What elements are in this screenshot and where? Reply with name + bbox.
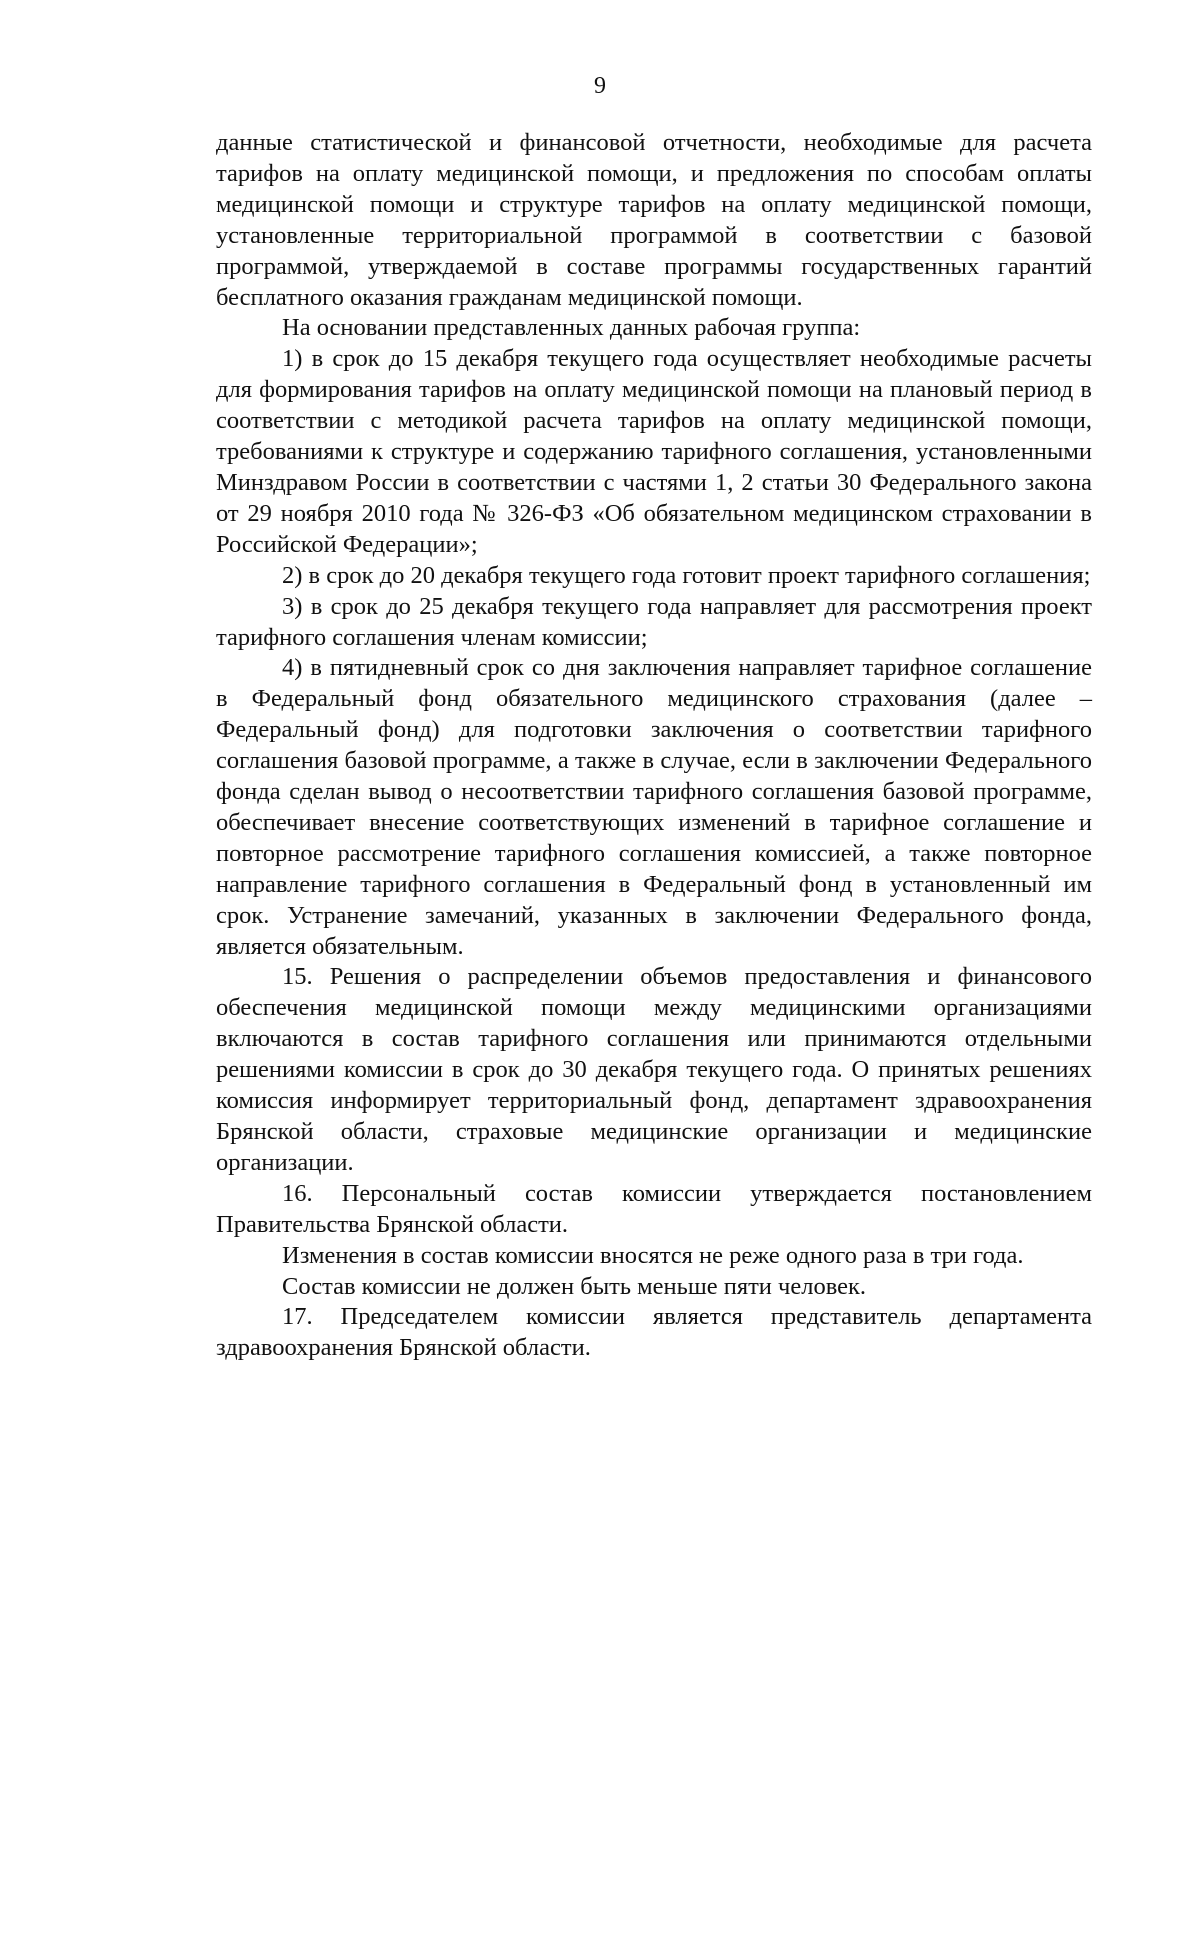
list-item-1: 1) в срок до 15 декабря текущего года осуществляет необходимые расчеты для формирования тарифов на оплату медицинской помощи на плановый период в соответствии с методикой расчета тарифов на оплату медицинской помощи, требованиями к структуре и содержанию тарифного соглашения, установленными Минздравом России в соответствии с частями 1, 2 статьи 30 Федерального закона от 29 ноября 2010 года № 326-ФЗ «Об обязательном медицинском страховании в Российской Федерации»; bbox=[216, 345, 1092, 558]
paragraph-minimum-members: Состав комиссии не должен быть меньше пяти человек. bbox=[282, 1272, 867, 1300]
list-item-4: 4) в пятидневный срок со дня заключения направляет тарифное соглашение в Федеральный фонд обязательного медицинского страхования (далее – Федеральный фонд) для подготовки заключения о соответствии тарифного соглашения базовой программе, а также в случае, если в заключении Федерального фонда сделан вывод о несоответствии тарифного соглашения базовой программе, обеспечивает внесение соответствующих изменений в тарифное соглашение и повторное рассмотрение тарифного соглашения комиссией, а также повторное направление тарифного соглашения в Федеральный фонд в установленный им срок. Устранение замечаний, указанных в заключении Федерального фонда, является обязательным. bbox=[216, 654, 1092, 960]
document-body bbox=[216, 128, 1092, 1364]
list-item-2: 2) в срок до 20 декабря текущего года готовит проект тарифного соглашения; bbox=[282, 561, 1091, 589]
clause-16: 16. Персональный состав комиссии утверждается постановлением Правительства Брянской области. bbox=[216, 1179, 1092, 1238]
page-number: 9 bbox=[594, 73, 606, 99]
paragraph-changes-frequency: Изменения в состав комиссии вносятся не реже одного раза в три года. bbox=[282, 1241, 1024, 1269]
list-item-3: 3) в срок до 25 декабря текущего года направляет для рассмотрения проект тарифного соглашения членам комиссии; bbox=[216, 592, 1092, 651]
clause-17: 17. Председателем комиссии является представитель департамента здравоохранения Брянской области. bbox=[216, 1303, 1092, 1362]
paragraph-working-group-intro: На основании представленных данных рабочая группа: bbox=[282, 314, 861, 342]
paragraph-continuation: данные статистической и финансовой отчетности, необходимые для расчета тарифов на оплату медицинской помощи, и предложения по способам оплаты медицинской помощи и структуре тарифов на оплату медицинской помощи, установленные территориальной программой в соответствии с базовой программой, утверждаемой в составе программы государственных гарантий бесплатного оказания гражданам медицинской помощи. bbox=[216, 129, 1092, 311]
clause-15: 15. Решения о распределении объемов предоставления и финансового обеспечения медицинской помощи между медицинскими организациями включаются в состав тарифного соглашения или принимаются отдельными решениями комиссии в срок до 30 декабря текущего года. О принятых решениях комиссия информирует территориальный фонд, департамент здравоохранения Брянской области, страховые медицинские организации и медицинские организации. bbox=[216, 963, 1092, 1176]
